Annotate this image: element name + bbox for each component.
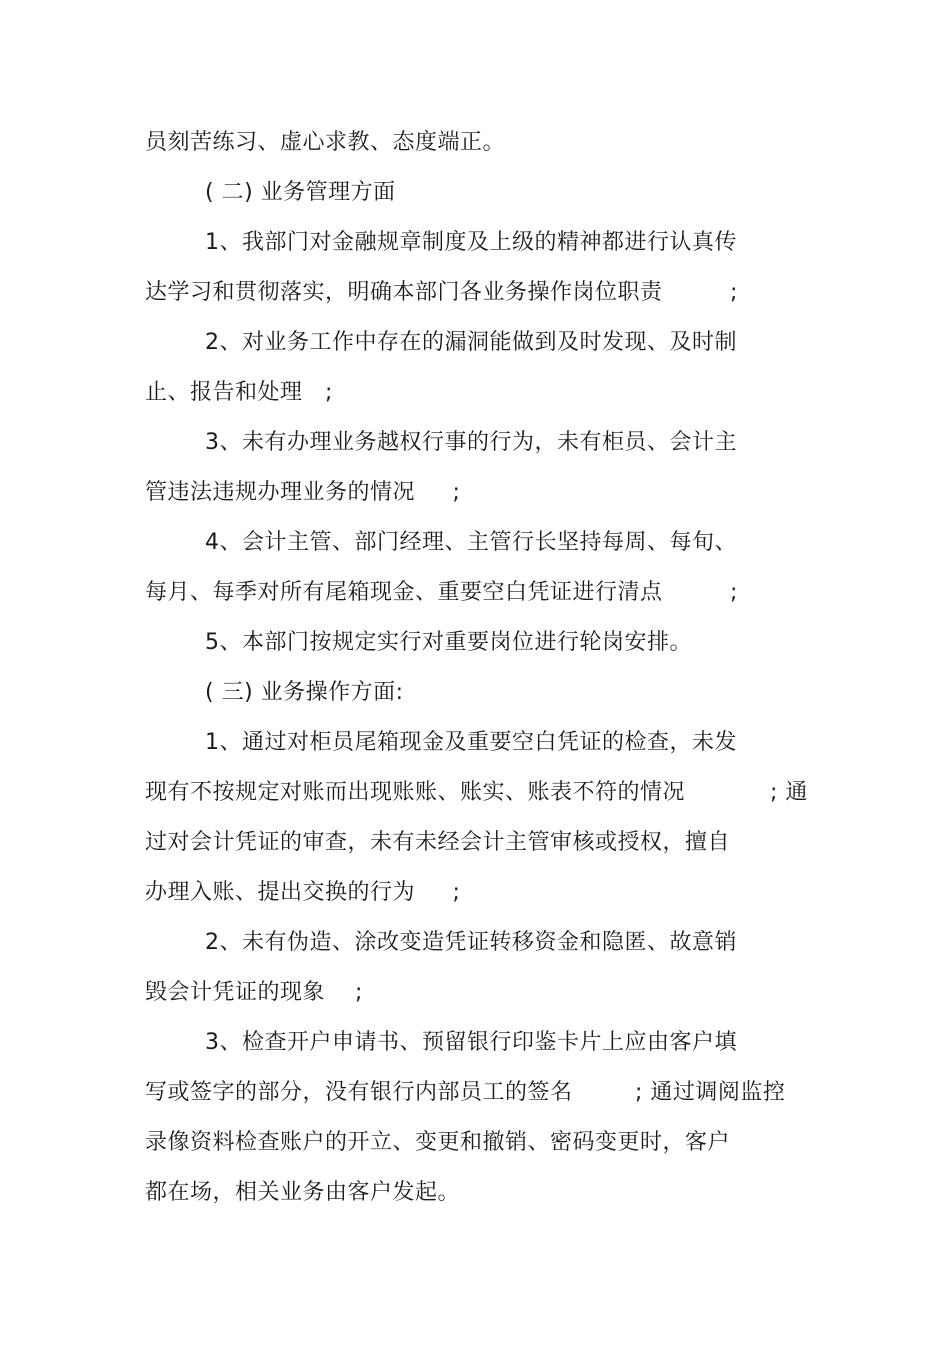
text-line: ; 通 xyxy=(770,780,808,805)
text-line: 过对会计凭证的审查，未有未经会计主管审核或授权，擅自 xyxy=(145,830,731,855)
text-line: 4、会计主管、部门经理、主管行长坚持每周、每旬、 xyxy=(205,530,737,555)
text-line: 3、检查开户申请书、预留银行印鉴卡片上应由客户填 xyxy=(205,1030,737,1055)
text-line: 办理入账、提出交换的行为 ; xyxy=(145,880,461,905)
text-line: 3、未有办理业务越权行事的行为，未有柜员、会计主 xyxy=(205,430,737,455)
text-line: 毁会计凭证的现象 ; xyxy=(145,980,363,1005)
section-heading: ( 三) 业务操作方面: xyxy=(205,680,404,705)
text-line: ; xyxy=(730,280,738,305)
text-line: 2、对业务工作中存在的漏洞能做到及时发现、及时制 xyxy=(205,330,737,355)
text-line: 止、报告和处理 ; xyxy=(145,380,333,405)
text-line: 每月、每季对所有尾箱现金、重要空白凭证进行清点 xyxy=(145,580,663,605)
text-line: 2、未有伪造、涂改变造凭证转移资金和隐匿、故意销 xyxy=(205,930,737,955)
text-line: ; xyxy=(730,580,738,605)
text-line: ; 通过调阅监控 xyxy=(635,1080,786,1105)
text-line: 现有不按规定对账而出现账账、账实、账表不符的情况 xyxy=(145,780,686,805)
text-line: 1、我部门对金融规章制度及上级的精神都进行认真传 xyxy=(205,230,737,255)
text-line: 写或签字的部分，没有银行内部员工的签名 xyxy=(145,1080,573,1105)
text-line: 录像资料检查账户的开立、变更和撤销、密码变更时，客户 xyxy=(145,1130,731,1155)
text-line: 达学习和贯彻落实，明确本部门各业务操作岗位职责 xyxy=(145,280,663,305)
text-line: 5、本部门按规定实行对重要岗位进行轮岗安排。 xyxy=(205,630,692,655)
text-line: 员刻苦练习、虚心求教、态度端正。 xyxy=(145,130,506,155)
text-line: 管违法违规办理业务的情况 ; xyxy=(145,480,461,505)
text-line: 1、通过对柜员尾箱现金及重要空白凭证的检查，未发 xyxy=(205,730,737,755)
section-heading: ( 二) 业务管理方面 xyxy=(205,180,396,205)
text-line: 都在场，相关业务由客户发起。 xyxy=(145,1180,461,1205)
